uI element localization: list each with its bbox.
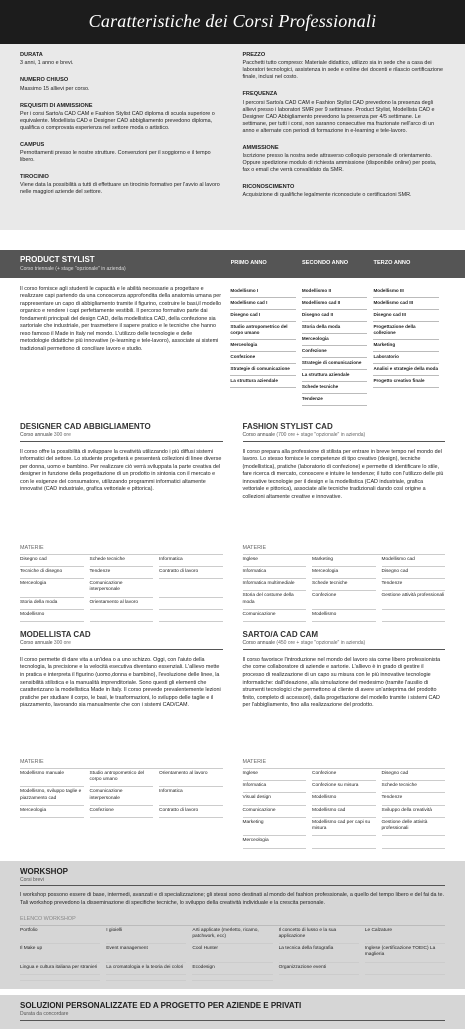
list-item: Le Calzature: [365, 926, 445, 944]
list-item: [382, 836, 446, 848]
fashion-stylist-description: Il corso prepara alla professione di stilista per entrare in breve tempo nel mondo del lavoro. Lo stesso fornisce le competenze di tipo creativo (design), tecniche (modellistica), pratiche (laboratorio di confezione) e permette di identificare lo stile, fare ricerca di mercato, conoscere e intuire le tendenze; il tutto con l'utilizzo delle più innovative tecnologie per il design e la modellistica (CAD industriale, grafica vettoriale e pittorica), associate alle tecniche tradizionali dando così origine a collezioni altamente creative e innovative.: [242, 448, 444, 500]
list-item: Merceologia: [230, 340, 296, 352]
workshop-title: WORKSHOP: [20, 866, 68, 876]
list-item: Modellismo I: [230, 286, 296, 298]
soluzioni-section: [0, 995, 465, 1029]
text-frequenza: I percorsi Sarto/a CAD CAM e Fashion Stylist CAD prevedono la presenza degli allievi presso i laboratori SMR per 9 settimane. Product Stylist, Modellista CAD e Designer CAD Abbigliamento prevedono la presenza per 4/5 settimane. Le settimane, per tutti i corsi, non saranno consecutive ma frazionate nell'arco di un anno e alternate con periodi di formazione in e-learning e tele-lavoro.: [242, 99, 435, 134]
product-stylist-description: Il corso fornisce agli studenti le capacità e le abilità necessarie a progettare e realizzare capi partendo da una conoscenza approfondita della anatomia umana per rappresentare un capo di abbigliamento tramite il figurino, costruire le basi,il modello organico e rendere i capi perfettamente vestibili. Il percorso formativo parte dai fondamenti principali del design CAD, della modellistica CAD, della confezione sia sartoriale che industriale, per trasmettere il sapere pratico e le tecniche che hanno reso famoso il Made in Italy nel mondo. L'utilizzo delle tecnologie e delle metodologie didattiche più innovative (e-learning e tele-lavoro), associate ai sistemi tradizionali permettono di conciliare lavoro e studio.: [20, 286, 222, 352]
workshop-list: [20, 916, 445, 981]
list-item: Storia della moda: [20, 598, 84, 610]
fashion-stylist-subtitle: Corso annuale (700 ore + stage "opzionale" in azienda): [242, 432, 366, 439]
list-item: Analisi e strategie della moda: [373, 364, 439, 376]
list-item: Confezione: [90, 806, 154, 818]
list-item: Studio antropometrico del corpo umano: [90, 769, 154, 787]
list-item: Confezione su misura: [312, 781, 376, 793]
fashion-stylist-section: [243, 422, 446, 545]
list-item: Comunicazione: [243, 610, 307, 622]
soluzioni-title: SOLUZIONI PERSONALIZZATE ED A PROGETTO PER AZIENDE E PRIVATI: [20, 1000, 302, 1010]
fashion-stylist-materie: [243, 545, 446, 622]
row-modellista-sarto: [0, 630, 465, 759]
year2-list: [302, 286, 374, 406]
fashion-stylist-title: FASHION STYLIST CAD: [242, 421, 333, 431]
list-item: Marketing: [312, 555, 376, 567]
product-stylist-subtitle: Corso triennale (+ stage "opzionale" in azienda): [20, 266, 126, 273]
list-item: Strategie di comunicazione: [230, 364, 296, 376]
modellista-cad-title: MODELLISTA CAD: [20, 630, 91, 639]
list-item: Informatica multimediale: [243, 579, 307, 591]
list-item: [159, 610, 223, 622]
list-item: Schede tecniche: [312, 579, 376, 591]
list-item: Tendenze: [302, 394, 368, 406]
heading-riconoscimento: RICONOSCIMENTO: [242, 183, 295, 190]
list-item: [312, 836, 376, 848]
sarto-cad-description: Il corso favorisce l'introduzione nel mondo del lavoro sia come libero professionista che come collaboratore di aziende e sartorie. L'allievo è in grado di gestire il processo di realizzazione di un capo su misura con le più innovative tecnologie informatiche: dall'ideazione, alla simulazione del medesimo (tramite l'ausilio di strumenti tecnologici che permettono al cliente di avere un'anteprima del prodotto finito, completo di accessori), dalla progettazione del modello tramite i sistemi CAD per l'abbigliamento, fino alla realizzazione del prodotto.: [242, 656, 441, 709]
list-item: [20, 975, 100, 981]
text-ammissione: Iscrizione presso la nostra sede attraverso colloquio personale di orientamento. Oppure spedizione modulo di richiesta ammissione (disponibile online) per posta, fax o email che verrà convalidato da SMR.: [242, 152, 437, 173]
list-item: Disegno cad II: [302, 310, 368, 322]
list-item: Modellismo II: [302, 286, 368, 298]
modellista-cad-section: [20, 630, 223, 759]
list-item: Confezione: [230, 352, 296, 364]
header-banner: [0, 0, 465, 44]
workshop-grid: [20, 926, 445, 981]
list-item: Merceologia: [243, 836, 307, 848]
list-item: Studio antropometrico del corpo umano: [230, 322, 296, 340]
text-prezzo: Pacchetti tutto compreso: Materiale didattico, utilizzo sia in sede che a casa dei laboratori tecnologici, assistenza in sede e online dei docenti e rilascio certificazione finale, inclusi nel costo.: [242, 60, 443, 81]
modellista-cad-materie: [20, 759, 223, 849]
sarto-cad-materie: [243, 759, 446, 849]
year-header-1: PRIMO ANNO: [230, 260, 267, 267]
list-item: [192, 975, 272, 981]
list-item: Strategie di comunicazione: [302, 358, 368, 370]
intro-left-column: [20, 52, 223, 230]
list-item: Schede tecniche: [90, 555, 154, 567]
list-item: Laboratorio: [373, 352, 439, 364]
text-riconoscimento: Acquisizione di qualifiche legalmente riconosciute o certificazioni SMR.: [242, 192, 412, 199]
heading-tirocinio: TIROCINIO: [20, 174, 49, 181]
materie-grid: [20, 555, 223, 622]
text-numero-chiuso: Massimo 15 allievi per corso.: [20, 85, 90, 92]
materie-label: MATERIE: [243, 545, 446, 555]
elenco-workshop-label: ELENCO WORKSHOP: [20, 916, 445, 926]
list-item: Orientamento al lavoro: [159, 769, 223, 787]
list-item: Sviluppo della creatività: [382, 806, 446, 818]
list-item: Tecniche di disegno: [20, 567, 84, 579]
product-stylist-band: [0, 250, 465, 278]
list-item: Il Make up: [20, 944, 100, 962]
materie-grid: [20, 769, 223, 818]
workshop-section: [0, 861, 465, 989]
list-item: Confezione: [312, 591, 376, 609]
list-item: Informatica: [159, 555, 223, 567]
product-stylist-body: [0, 278, 465, 406]
year-header-3: TERZO ANNO: [373, 260, 411, 267]
list-item: Disegno cad: [20, 555, 84, 567]
list-item: Merceologia: [302, 334, 368, 346]
modellista-cad-description: Il corso permette di dare vita a un'idea o a uno schizzo. Oggi, con l'aiuto della tecnologia, la precisione e la velocità esecutiva diventano essenziali. L'allievo mette in pratica e interpreta il figurino (uomo,donna e bambino), l'evoluzione delle linee, la sensibilità stilistica e la manualità imprenditoriale. Sono questi gli elementi che caratterizzano la modellistica Made in Italy. Il corso prevede prevalentemente lezioni pratiche per studiare il corpo, le basi, le trasformazioni, lo sviluppo delle taglie e il piazzamento, lavorando sia manualmente che con i sistemi CAD/CAM.: [20, 656, 221, 709]
list-item: Confezione: [302, 346, 368, 358]
list-item: Progettazione della collezione: [373, 322, 439, 340]
materie-grid: [243, 769, 446, 849]
list-item: [159, 579, 223, 597]
row-designer-fashion: [0, 422, 465, 545]
list-item: Modellismo cad III: [373, 298, 439, 310]
row-materie-2: [0, 759, 465, 849]
list-item: Informatica: [243, 567, 307, 579]
product-stylist-title: PRODUCT STYLIST: [20, 255, 95, 265]
designer-cad-materie: [20, 545, 223, 622]
list-item: Inglese (certificazione TOEIC) La maglieria: [365, 944, 445, 962]
list-item: Portfolio: [20, 926, 100, 944]
list-item: Comunicazione: [243, 806, 307, 818]
list-item: Ecodesign: [192, 963, 272, 975]
list-item: [365, 963, 445, 975]
list-item: Informatica: [243, 781, 307, 793]
page-title: Caratteristiche dei Corsi Professionali: [88, 11, 377, 32]
sarto-cad-title: SARTO/A CAD CAM: [242, 630, 319, 639]
heading-frequenza: FREQUENZA: [242, 91, 278, 98]
list-item: Modellismo: [312, 793, 376, 805]
row-materie-1: [0, 545, 465, 622]
list-item: Arti applicate (merletto, ricamo, patchwork, ecc): [192, 926, 272, 944]
list-item: Modellismo: [20, 610, 84, 622]
text-durata: 3 anni, 1 anno e brevi.: [20, 60, 74, 67]
list-item: Storia della moda: [302, 322, 368, 334]
list-item: [159, 598, 223, 610]
heading-prezzo: PREZZO: [242, 52, 266, 58]
materie-label: MATERIE: [243, 759, 446, 769]
list-item: Organizzazione eventi: [279, 963, 359, 975]
list-item: Modellismo, sviluppo taglie e piazzamento cad: [20, 787, 84, 805]
year3-list: [373, 286, 445, 406]
list-item: Contratto di lavoro: [159, 567, 223, 579]
materie-label: MATERIE: [20, 759, 223, 769]
text-tirocinio: Viene data la possibilità a tutti di effettuare un tirocinio formativo per l'avvio al lavoro nelle maggiori aziende del settore.: [20, 182, 220, 196]
list-item: La tecnica della fotografia: [279, 944, 359, 962]
heading-durata: DURATA: [20, 52, 43, 58]
year1-list: [230, 286, 302, 406]
list-item: Contratto di lavoro: [159, 806, 223, 818]
workshop-subtitle: Corsi brevi: [20, 876, 44, 883]
heading-ammissione: AMMISSIONE: [242, 144, 279, 151]
list-item: Merceologia: [20, 806, 84, 818]
list-item: La struttura aziendale: [302, 370, 368, 382]
list-item: La struttura aziendale: [230, 376, 296, 388]
list-item: Tendenze: [382, 579, 446, 591]
list-item: Marketing: [243, 818, 307, 836]
list-item: Event management: [106, 944, 186, 962]
list-item: Gestione delle attività professionali: [382, 818, 446, 836]
list-item: Disegno cad: [382, 769, 446, 781]
text-campus: Pernottamenti presso le nostre strutture. Convenzioni per il soggiorno e il tempo libero.: [20, 150, 211, 164]
list-item: [382, 610, 446, 622]
list-item: Tendenze: [382, 793, 446, 805]
list-item: Comunicazione interpersonale: [90, 787, 154, 805]
intro-section: [0, 44, 465, 230]
sarto-cad-subtitle: Corso annuale (450 ore + stage "opzionale" in azienda): [242, 640, 366, 647]
list-item: Schede tecniche: [302, 382, 368, 394]
list-item: Modellismo III: [373, 286, 439, 298]
list-item: Confezione: [312, 769, 376, 781]
list-item: Modellismo cad per capi su misura: [312, 818, 376, 836]
soluzioni-subtitle: Durata da concordare: [20, 1011, 69, 1018]
designer-cad-section: [20, 422, 223, 545]
modellista-cad-subtitle: Corso annuale 300 ore: [20, 640, 71, 647]
list-item: Modellismo cad: [382, 555, 446, 567]
list-item: I gioielli: [106, 926, 186, 944]
list-item: Disegno cad I: [230, 310, 296, 322]
list-item: Comunicazione interpersonale: [90, 579, 154, 597]
list-item: Visual design: [243, 793, 307, 805]
list-item: Modellismo manuale: [20, 769, 84, 787]
list-item: Merceologia: [312, 567, 376, 579]
designer-cad-title: DESIGNER CAD ABBIGLIAMENTO: [20, 421, 151, 431]
list-item: Disegno cad: [382, 567, 446, 579]
designer-cad-description: Il corso offre la possibilità di sviluppare la creatività utilizzando i più diffusi sistemi informatici del settore. Lo studente progetterà e presenterà collezioni di linee diverse per donna, uomo e bambino. Per realizzare ciò verrà sviluppata la parte creativa del designer in funzione della progettazione di un prodotto in sintonia con il mercato e con le esigenze del consumatore, utilizzando programmi informatici altamente innovativi (CAD industriale, grafica vettoriale e pittorica).: [20, 448, 222, 493]
list-item: Modellismo cad: [312, 806, 376, 818]
list-item: Inglese: [243, 555, 307, 567]
list-item: Merceologia: [20, 579, 84, 597]
list-item: Orientamento al lavoro: [90, 598, 154, 610]
list-item: Storia del costume della moda: [243, 591, 307, 609]
list-item: [90, 610, 154, 622]
year-header-2: SECONDO ANNO: [302, 260, 349, 267]
list-item: Tendenze: [90, 567, 154, 579]
list-item: Progetto creativo finale: [373, 376, 439, 388]
heading-numero-chiuso: NUMERO CHIUSO: [20, 77, 69, 84]
list-item: Modellismo cad I: [230, 298, 296, 310]
workshop-description: I workshop possono essere di base, intermedi, avanzati e di specializzazione; gli stessi sono destinati al mondo del fashion professionale, a quello del tempo libero e del fai da te. Tali workshop prevedono la disseminazione di specifiche tecniche, lo sviluppo della creatività individuale e la crescita personale.: [20, 892, 445, 906]
list-item: Schede tecniche: [382, 781, 446, 793]
list-item: Cool Hunter: [192, 944, 272, 962]
list-item: Modellismo cad II: [302, 298, 368, 310]
list-item: Disegno cad III: [373, 310, 439, 322]
list-item: Gestione attività professionali: [382, 591, 446, 609]
list-item: [106, 975, 186, 981]
text-requisiti: Per i corsi Sarto/a CAD CAM e Fashion Stylist CAD diploma di scuola superiore o equivalente. Modellista CAD e Designer CAD abbigliamento prevedono diploma, qualifica o comprovata esperienza nel settore moda o artistico.: [20, 110, 215, 131]
heading-requisiti: REQUISITI DI AMMISSIONE: [20, 102, 93, 109]
list-item: Lingua e cultura italiana per stranieri: [20, 963, 100, 975]
list-item: La cromatologia e la teoria dei colori: [106, 963, 186, 975]
intro-right-column: [243, 52, 446, 230]
heading-campus: CAMPUS: [20, 141, 45, 148]
list-item: Inglese: [243, 769, 307, 781]
designer-cad-subtitle: Corso annuale 300 ore: [20, 432, 71, 439]
list-item: Marketing: [373, 340, 439, 352]
list-item: Modellismo: [312, 610, 376, 622]
list-item: Informatica: [159, 787, 223, 805]
materie-label: MATERIE: [20, 545, 223, 555]
sarto-cad-section: [243, 630, 446, 759]
materie-grid: [243, 555, 446, 622]
list-item: Il concetto di lusso e la sua applicazione: [279, 926, 359, 944]
